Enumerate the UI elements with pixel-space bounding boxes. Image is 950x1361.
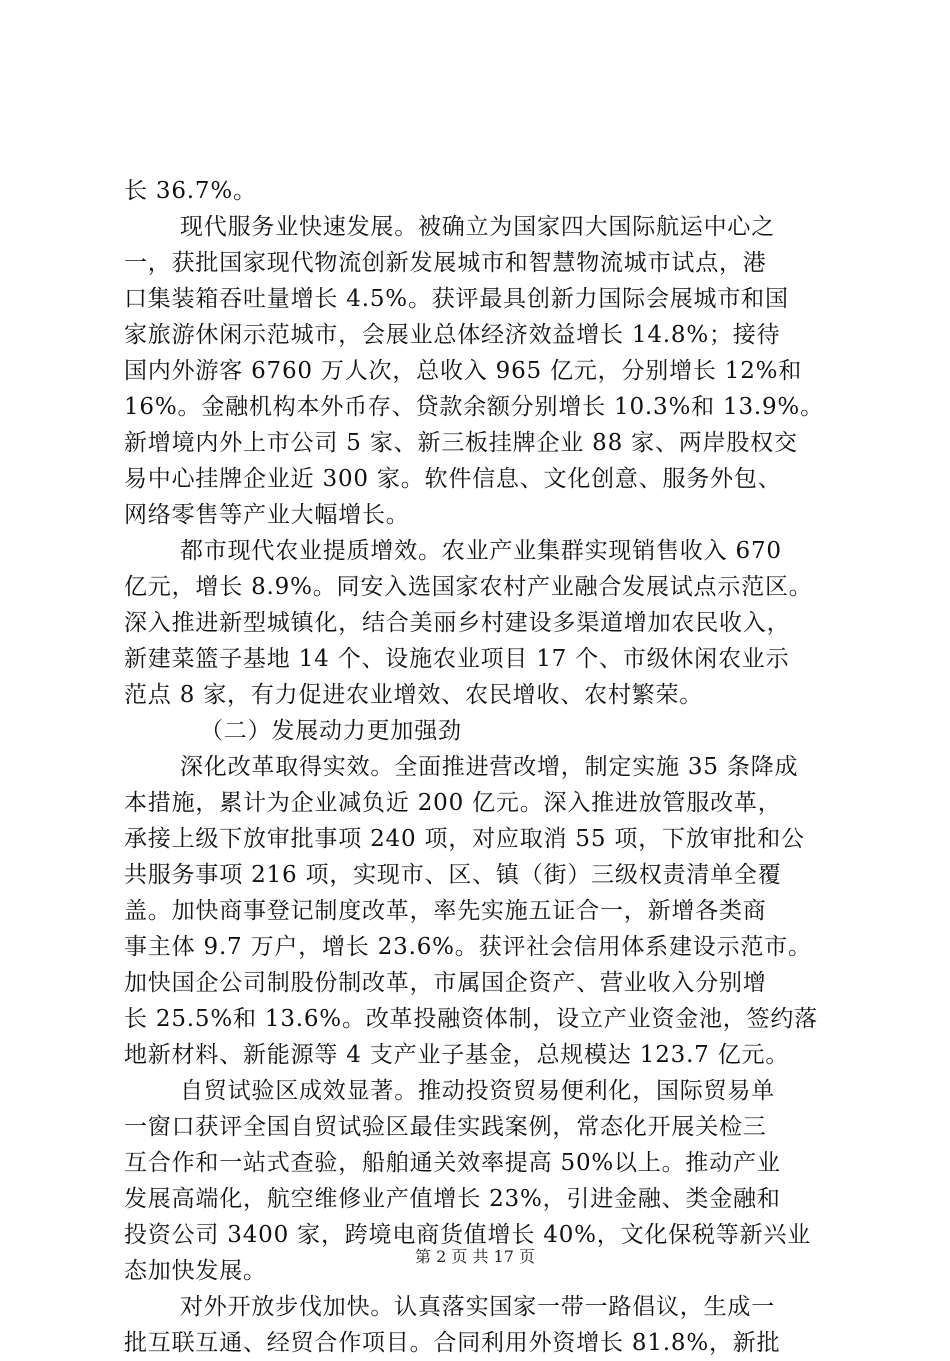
text-line: 自贸试验区成效显著。推动投资贸易便利化，国际贸易单 — [180, 1078, 775, 1104]
text-line: 新建菜篮子基地 14 个、设施农业项目 17 个、市级休闲农业示 — [124, 646, 790, 672]
text-line: 深化改革取得实效。全面推进营改增，制定实施 35 条降成 — [180, 754, 799, 780]
text-line: 易中心挂牌企业近 300 家。软件信息、文化创意、服务外包、 — [124, 466, 782, 492]
text-line: 长 25.5%和 13.6%。改革投融资体制，设立产业资金池，签约落 — [124, 1006, 818, 1032]
text-line: 都市现代农业提质增效。农业产业集群实现销售收入 670 — [180, 538, 782, 564]
document-body — [124, 173, 836, 1361]
text-line: 现代服务业快速发展。被确立为国家四大国际航运中心之 — [180, 214, 775, 240]
text-line: 盖。加快商事登记制度改革，率先实施五证合一，新增各类商 — [124, 898, 767, 924]
text-line: 本措施，累计为企业减负近 200 亿元。深入推进放管服改革， — [124, 790, 782, 816]
text-line: 批互联互通、经贸合作项目。合同利用外资增长 81.8%，新批 — [124, 1330, 781, 1356]
text-line: 事主体 9.7 万户，增长 23.6%。获评社会信用体系建设示范市。 — [124, 934, 812, 960]
text-line: 一，获批国家现代物流创新发展城市和智慧物流城市试点，港 — [124, 250, 767, 276]
text-line: 口集装箱吞吐量增长 4.5%。获评最具创新力国际会展城市和国 — [124, 286, 789, 312]
text-line: 态加快发展。 — [124, 1258, 267, 1284]
text-line: 互合作和一站式查验，船舶通关效率提高 50%以上。推动产业 — [124, 1150, 781, 1176]
text-line: 亿元，增长 8.9%。同安入选国家农村产业融合发展试点示范区。 — [124, 574, 813, 600]
text-line: 地新材料、新能源等 4 支产业子基金，总规模达 123.7 亿元。 — [124, 1042, 790, 1068]
text-line: 新增境内外上市公司 5 家、新三板挂牌企业 88 家、两岸股权交 — [124, 430, 798, 456]
text-line: 网络零售等产业大幅增长。 — [124, 502, 410, 528]
page-number-footer: 第 2 页 共 17 页 — [415, 1247, 535, 1266]
text-line: 深入推进新型城镇化，结合美丽乡村建设多渠道增加农民收入， — [124, 610, 791, 636]
text-line: 家旅游休闲示范城市，会展业总体经济效益增长 14.8%；接待 — [124, 322, 781, 348]
text-line: 投资公司 3400 家，跨境电商货值增长 40%，文化保税等新兴业 — [124, 1222, 811, 1248]
text-line: 范点 8 家，有力促进农业增效、农民增收、农村繁荣。 — [124, 682, 704, 708]
text-line: 承接上级下放审批事项 240 项，对应取消 55 项，下放审批和公 — [124, 826, 805, 852]
text-line: 共服务事项 216 项，实现市、区、镇（街）三级权责清单全覆 — [124, 862, 782, 888]
text-line: 长 36.7%。 — [124, 178, 257, 204]
text-line: 16%。金融机构本外币存、贷款余额分别增长 10.3%和 13.9%。 — [124, 394, 824, 420]
text-line: 一窗口获评全国自贸试验区最佳实践案例，常态化开展关检三 — [124, 1114, 767, 1140]
text-line: 对外开放步伐加快。认真落实国家一带一路倡议，生成一 — [180, 1294, 775, 1320]
text-line: 国内外游客 6760 万人次，总收入 965 亿元，分别增长 12%和 — [124, 358, 803, 384]
text-line: 发展高端化，航空维修业产值增长 23%，引进金融、类金融和 — [124, 1186, 781, 1212]
section-heading: （二）发展动力更加强劲 — [200, 718, 462, 744]
text-line: 加快国企公司制股份制改革，市属国企资产、营业收入分别增 — [124, 970, 767, 996]
